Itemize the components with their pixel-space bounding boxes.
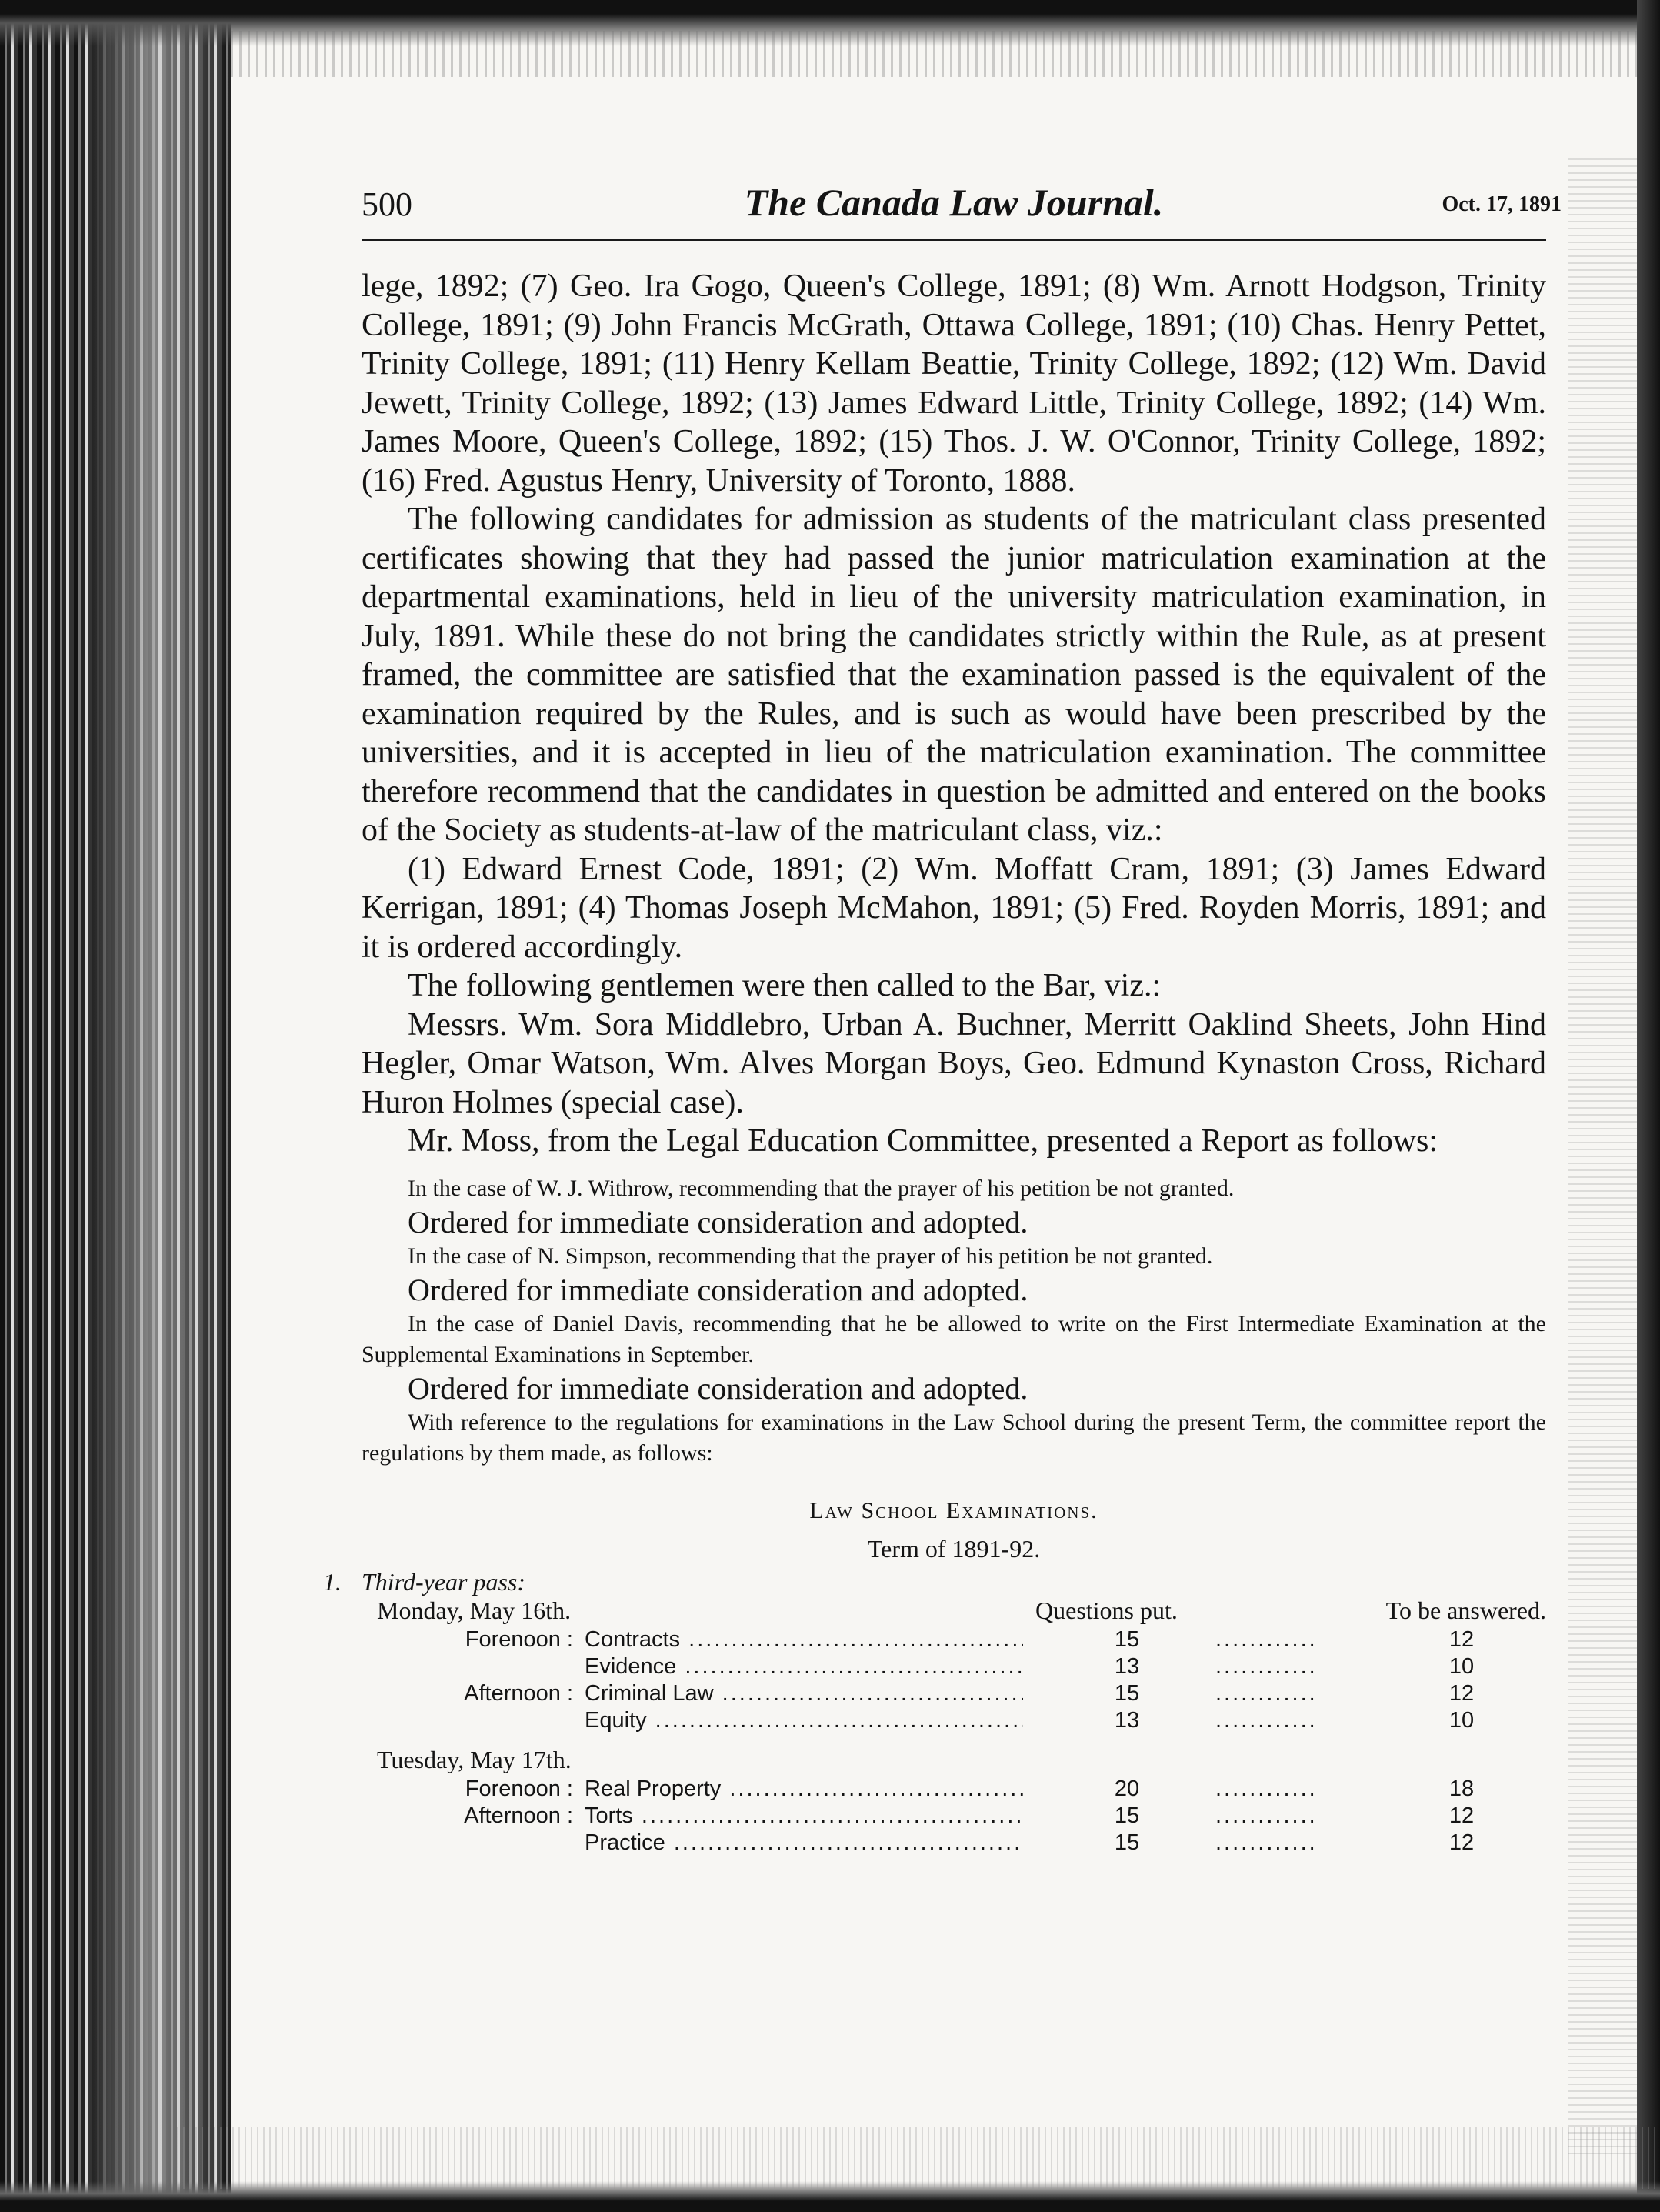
page-content (323, 181, 1562, 1857)
questions-to-answer: 12 (1448, 1626, 1475, 1652)
exam-time-slot: Forenoon : (465, 1626, 573, 1652)
dot-leader: ............ (1215, 1803, 1318, 1828)
exam-subject: Torts ..... (585, 1803, 1023, 1829)
exam-day: Tuesday, May 17th. (377, 1745, 572, 1773)
exam-subject: Equity ..... (585, 1708, 1023, 1733)
exam-row (362, 1830, 1546, 1857)
regulations-intro: With reference to the regulations for examinations in the Law School during the present Term, the committee report the regulations by them made, as follows: (362, 1409, 1546, 1466)
report-item: In the case of W. J. Withrow, recommending that the prayer of his petition be not granted. (408, 1175, 1235, 1201)
exam-row (362, 1681, 1546, 1708)
questions-to-answer: 10 (1448, 1653, 1475, 1679)
column-header-answered: To be answered. (1385, 1596, 1546, 1624)
scan-noise-top (231, 31, 1660, 77)
exam-day-row (362, 1746, 1546, 1777)
paragraph: The following candidates for admission as students of the matriculant class presented certificates showing that they had passed the junior matriculation examination at the departmental examinations, held in lieu of the university matriculation examination, in July, 1891. While these do not bring the candidates strictly within the Rule, as at present framed, the committee are satisfied that the examination passed is the equivalent of the examination required by the Rules, and is such as would have been prescribed by the universities, and it is accepted in lieu of the matriculation examination. The committee therefore recommend that the candidates in question be admitted and entered on the books of the Society as students-at-law of the matriculant class, viz.: (362, 502, 1546, 848)
scan-noise-right (1568, 154, 1637, 2154)
exam-row (362, 1654, 1546, 1681)
report-resolution: Ordered for immediate consideration and adopted. (408, 1204, 1028, 1239)
journal-title: The Canada Law Journal. (744, 181, 1164, 224)
questions-to-answer: 12 (1448, 1680, 1475, 1706)
dot-leader: ............ (1215, 1707, 1318, 1733)
questions-to-answer: 10 (1448, 1707, 1475, 1733)
section-number: 1. (323, 1567, 342, 1596)
questions-put: 13 (1114, 1707, 1140, 1733)
questions-put: 15 (1114, 1803, 1140, 1828)
issue-date: Oct. 17, 1891 (1442, 192, 1562, 216)
article-body (362, 267, 1546, 1469)
exam-section-label (323, 1568, 1546, 1596)
exam-time-slot: Afternoon : (464, 1680, 573, 1706)
report-item: In the case of N. Simpson, recommending that the prayer of his petition be not granted. (408, 1243, 1213, 1269)
report-resolution: Ordered for immediate consideration and adopted. (408, 1272, 1028, 1307)
exam-subject: Practice ..... (585, 1830, 1023, 1856)
paragraph: (1) Edward Ernest Code, 1891; (2) Wm. Moffatt Cram, 1891; (3) James Edward Kerrigan, 1891; (4) Thomas Joseph McMahon, 1891; (5) Fred. Royden Morris, 1891; and it is ordered accordingly. (362, 851, 1546, 965)
running-header (362, 181, 1562, 241)
exam-time-slot: Forenoon : (465, 1776, 573, 1801)
paragraph: Messrs. Wm. Sora Middlebro, Urban A. Buchner, Merritt Oaklind Sheets, John Hind Hegler, Omar Watson, Wm. Alves Morgan Boys, Geo. Edmund Kynaston Cross, Richard Huron Holmes (special case). (362, 1006, 1546, 1120)
questions-put: 15 (1114, 1830, 1140, 1855)
questions-put: 13 (1114, 1653, 1140, 1679)
exam-day: Monday, May 16th. (377, 1596, 572, 1624)
report-resolution: Ordered for immediate consideration and adopted. (408, 1370, 1028, 1406)
dot-leader: ............ (1215, 1830, 1318, 1855)
exam-row (362, 1803, 1546, 1830)
exam-row (362, 1777, 1546, 1803)
scan-edge-right (1637, 0, 1660, 2212)
page-number: 500 (362, 185, 412, 223)
questions-put: 15 (1114, 1680, 1140, 1706)
scan-noise-bottom (177, 2127, 1660, 2189)
dot-leader: ............ (1215, 1680, 1318, 1706)
exam-table-subtitle: Term of 1891-92. (867, 1534, 1041, 1563)
exam-time-slot: Afternoon : (464, 1803, 573, 1828)
exam-row (362, 1627, 1546, 1654)
exam-subject: Contracts ..... (585, 1627, 1023, 1653)
exam-day-row (362, 1596, 1546, 1627)
dot-leader: ............ (1215, 1776, 1318, 1801)
column-header-questions: Questions put. (1035, 1596, 1178, 1624)
paragraph: The following gentlemen were then called to the Bar, viz.: (408, 968, 1162, 1003)
questions-to-answer: 12 (1448, 1830, 1475, 1855)
report-item: In the case of Daniel Davis, recommending that he be allowed to write on the First Intermediate Examination at the Supplemental Examinations in September. (362, 1310, 1546, 1367)
exam-row (362, 1708, 1546, 1735)
exam-subject: Evidence ..... (585, 1654, 1023, 1680)
exam-schedule (362, 1596, 1546, 1857)
questions-to-answer: 12 (1448, 1803, 1475, 1828)
questions-put: 20 (1114, 1776, 1140, 1801)
exam-subject: Real Property ..... (585, 1777, 1023, 1802)
questions-to-answer: 18 (1448, 1776, 1475, 1801)
dot-leader: ............ (1215, 1626, 1318, 1652)
exam-table-title: Law School Examinations. (809, 1497, 1098, 1523)
spacer (362, 1735, 1546, 1746)
questions-put: 15 (1114, 1626, 1140, 1652)
dot-leader: ............ (1215, 1653, 1318, 1679)
paragraph: Mr. Moss, from the Legal Education Committee, presented a Report as follows: (408, 1123, 1438, 1159)
paragraph: lege, 1892; (7) Geo. Ira Gogo, Queen's College, 1891; (8) Wm. Arnott Hodgson, Trinity College, 1891; (9) John Francis McGrath, Ottawa College, 1891; (10) Chas. Henry Pettet, Trinity College, 1891; (11) Henry Kellam Beattie, Trinity College, 1892; (12) Wm. David Jewett, Trinity College, 1892; (13) James Edward Little, Trinity College, 1892; (14) Wm. James Moore, Queen's College, 1892; (15) Thos. J. W. O'Connor, Trinity College, 1892; (16) Fred. Agustus Henry, University of Toronto, 1888. (362, 269, 1546, 499)
section-title: Third-year pass: (362, 1567, 526, 1596)
scan-edge-left (0, 0, 231, 2212)
exam-subject: Criminal Law ..... (585, 1681, 1023, 1707)
